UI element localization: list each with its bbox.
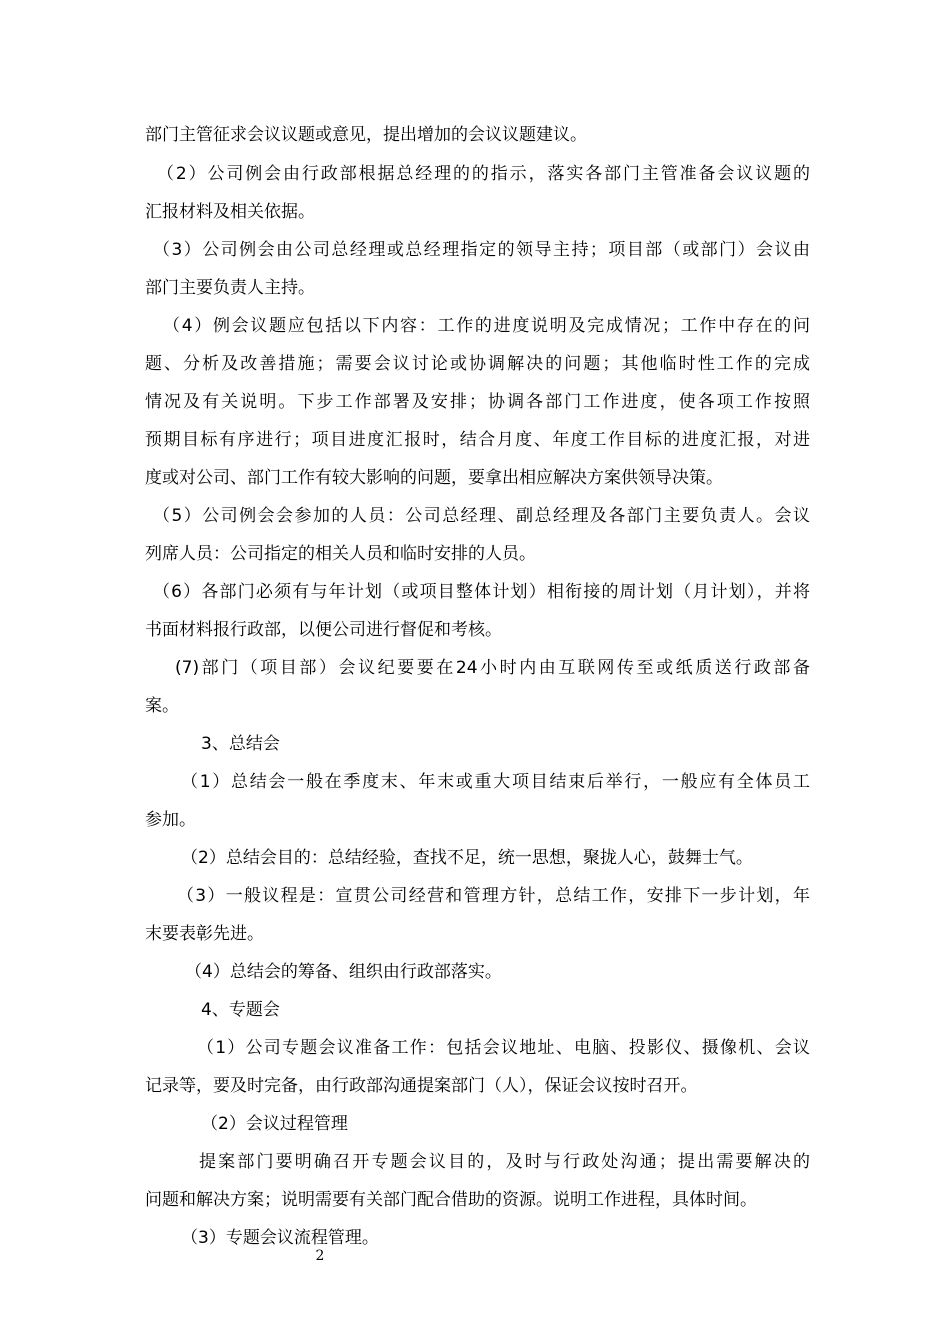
body-text-line: 记录等，要及时完备，由行政部沟通提案部门（人），保证会议按时召开。	[145, 1076, 698, 1096]
body-text-line: 情况及有关说明。下步工作部署及安排；协调各部门工作进度，使各项工作按照	[145, 392, 810, 412]
page-number: 2	[315, 1248, 325, 1264]
body-text-line: 提案部门要明确召开专题会议目的，及时与行政处沟通；提出需要解决的	[199, 1152, 810, 1172]
body-text-line: （3）一般议程是：宣贯公司经营和管理方针，总结工作，安排下一步计划，年	[177, 886, 810, 906]
body-text-line: 汇报材料及相关依据。	[145, 202, 315, 222]
body-text-line: 度或对公司、部门工作有较大影响的问题，要拿出相应解决方案供领导决策。	[145, 468, 723, 488]
body-text-line: 列席人员：公司指定的相关人员和临时安排的人员。	[145, 544, 536, 564]
body-text-line: （5）公司例会会参加的人员：公司总经理、副总经理及各部门主要负责人。会议	[153, 506, 810, 526]
body-text-line: 预期目标有序进行；项目进度汇报时，结合月度、年度工作目标的进度汇报，对进	[145, 430, 810, 450]
body-text-line: 问题和解决方案；说明需要有关部门配合借助的资源。说明工作进程，具体时间。	[145, 1190, 757, 1210]
body-text-line: （2）公司例会由行政部根据总经理的的指示，落实各部门主管准备会议议题的	[157, 164, 810, 184]
body-text-line: 案。	[145, 696, 179, 716]
body-text-line: 部门主管征求会议议题或意见，提出增加的会议议题建议。	[145, 125, 587, 145]
body-text-line: 末要表彰先进。	[145, 924, 264, 944]
body-text-line: （2）总结会目的：总结经验，查找不足，统一思想，聚拢人心，鼓舞士气。	[181, 848, 753, 868]
body-text-line: (7)部门（项目部）会议纪要要在24小时内由互联网传至或纸质送行政部备	[175, 658, 810, 678]
body-text-line: 书面材料报行政部，以便公司进行督促和考核。	[145, 620, 502, 640]
body-text-line: 参加。	[145, 810, 196, 830]
body-text-line: （6）各部门必须有与年计划（或项目整体计划）相衔接的周计划（月计划），并将	[153, 582, 810, 602]
section-heading: 4、专题会	[201, 1000, 280, 1020]
body-text-line: （2）会议过程管理	[201, 1114, 348, 1134]
body-text-line: 题、分析及改善措施；需要会议讨论或协调解决的问题；其他临时性工作的完成	[145, 354, 810, 374]
body-text-line: （1）总结会一般在季度末、年末或重大项目结束后举行，一般应有全体员工	[181, 772, 810, 792]
body-text-line: （4）总结会的筹备、组织由行政部落实。	[185, 962, 502, 982]
body-text-line: （1）公司专题会议准备工作：包括会议地址、电脑、投影仪、摄像机、会议	[197, 1038, 810, 1058]
body-text-line: （3）公司例会由公司总经理或总经理指定的领导主持；项目部（或部门）会议由	[153, 240, 810, 260]
section-heading: 3、总结会	[201, 734, 280, 754]
body-text-line: （4）例会议题应包括以下内容：工作的进度说明及完成情况；工作中存在的问	[163, 316, 810, 336]
body-text-line: 部门主要负责人主持。	[145, 278, 315, 298]
body-text-line: （3）专题会议流程管理。	[181, 1228, 379, 1248]
